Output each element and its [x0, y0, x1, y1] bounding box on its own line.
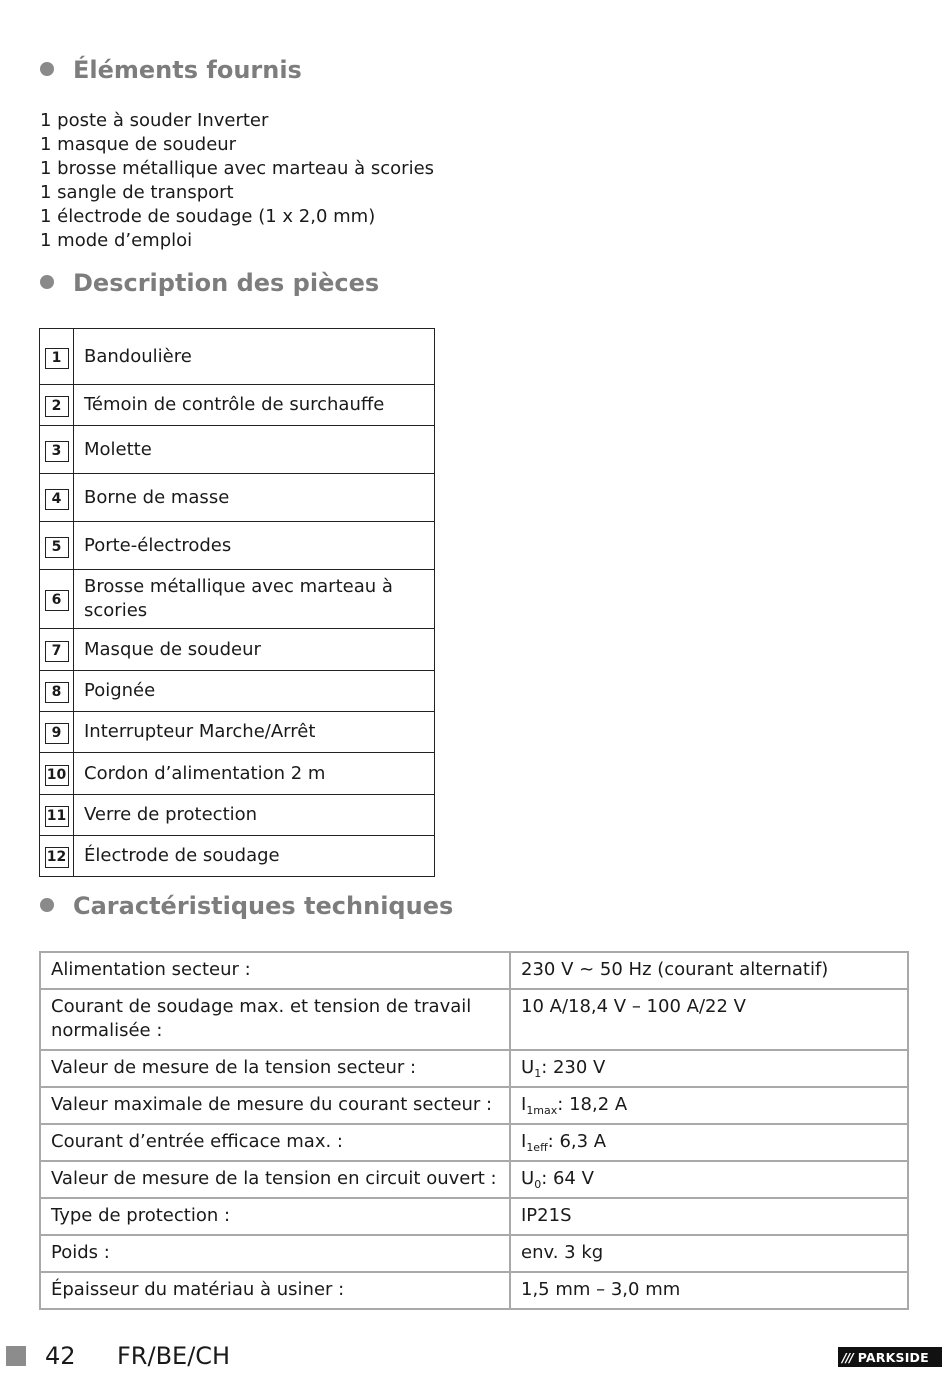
section-heading-parts [40, 268, 379, 298]
table-row [40, 1198, 908, 1235]
spec-value: IP21S [510, 1198, 908, 1235]
spec-value: env. 3 kg [510, 1235, 908, 1272]
spec-value [510, 1050, 908, 1087]
part-number-badge: 10 [45, 765, 69, 786]
footer-marker-square [6, 1346, 26, 1366]
spec-label: Poids : [40, 1235, 510, 1272]
list-item: 1 poste à souder Inverter [40, 110, 269, 131]
spec-label: Type de protection : [40, 1198, 510, 1235]
spec-label: Courant d’entrée efficace max. : [40, 1124, 510, 1161]
section-heading-specs [40, 891, 453, 921]
spec-symbol: U [521, 1168, 535, 1189]
table-row [40, 1124, 908, 1161]
table-row [40, 1235, 908, 1272]
part-number-badge: 12 [45, 847, 69, 868]
part-label: Électrode de soudage [74, 836, 435, 877]
spec-value [510, 1124, 908, 1161]
spec-subscript: 1eff [526, 1141, 548, 1154]
bullet-icon [40, 898, 54, 912]
spec-symbol: I [521, 1094, 527, 1115]
part-label: Témoin de contrôle de surchauffe [74, 385, 435, 426]
spec-value-text: : 230 V [541, 1057, 606, 1078]
part-number-badge: 4 [45, 489, 69, 510]
table-row [40, 426, 435, 474]
spec-value-text: : 6,3 A [547, 1131, 607, 1152]
brand-logo [838, 1347, 942, 1367]
spec-value [510, 1161, 908, 1198]
table-row [40, 671, 435, 712]
part-number-badge: 5 [45, 537, 69, 558]
spec-value-text: : 64 V [541, 1168, 594, 1189]
table-row [40, 474, 435, 522]
part-label: Interrupteur Marche/Arrêt [74, 712, 435, 753]
part-number-badge: 7 [45, 641, 69, 662]
table-row [40, 385, 435, 426]
spec-value: 1,5 mm – 3,0 mm [510, 1272, 908, 1309]
spec-label: Alimentation secteur : [40, 952, 510, 989]
spec-value-text: : 18,2 A [557, 1094, 628, 1115]
table-row [40, 629, 435, 671]
part-number-badge: 3 [45, 441, 69, 462]
spec-label: Valeur de mesure de la tension en circuit ouvert : [40, 1161, 510, 1198]
part-label: Brosse métallique avec marteau à scories [74, 570, 435, 629]
table-row [40, 712, 435, 753]
part-label: Masque de soudeur [74, 629, 435, 671]
part-label: Borne de masse [74, 474, 435, 522]
table-row [40, 836, 435, 877]
supplied-items-list [40, 109, 434, 253]
list-item: 1 sangle de transport [40, 182, 234, 203]
part-number-badge: 6 [45, 590, 69, 611]
part-label: Bandoulière [74, 329, 435, 385]
spec-symbol: U [521, 1057, 535, 1078]
list-item: 1 électrode de soudage (1 x 2,0 mm) [40, 206, 376, 227]
spec-subscript: 1 [534, 1067, 542, 1080]
spec-value [510, 1087, 908, 1124]
part-label: Porte-électrodes [74, 522, 435, 570]
spec-subscript: 0 [534, 1178, 542, 1191]
table-row [40, 329, 435, 385]
table-row [40, 1161, 908, 1198]
part-number-badge: 2 [45, 396, 69, 417]
part-label: Molette [74, 426, 435, 474]
bullet-icon [40, 62, 54, 76]
section-heading-text: Caractéristiques techniques [73, 892, 454, 920]
table-row [40, 1050, 908, 1087]
part-label: Cordon d’alimentation 2 m [74, 753, 435, 795]
part-number-badge: 9 [45, 723, 69, 744]
brand-slashes: /// [842, 1349, 853, 1365]
list-item: 1 mode d’emploi [40, 230, 193, 251]
parts-table [39, 328, 435, 877]
spec-label: Valeur maximale de mesure du courant secteur : [40, 1087, 510, 1124]
specs-table [39, 951, 909, 1310]
table-row [40, 753, 435, 795]
bullet-icon [40, 275, 54, 289]
part-label: Verre de protection [74, 795, 435, 836]
spec-label: Valeur de mesure de la tension secteur : [40, 1050, 510, 1087]
section-heading-supplied [40, 55, 302, 85]
brand-name: PARKSIDE [857, 1349, 929, 1365]
table-row [40, 795, 435, 836]
table-row [40, 522, 435, 570]
list-item: 1 masque de soudeur [40, 134, 237, 155]
table-row [40, 952, 908, 989]
part-number-badge: 1 [45, 348, 69, 369]
part-number-badge: 11 [45, 806, 69, 827]
spec-label: Épaisseur du matériau à usiner : [40, 1272, 510, 1309]
section-heading-text: Description des pièces [73, 269, 380, 297]
table-row [40, 1087, 908, 1124]
spec-label: Courant de soudage max. et tension de travail normalisée : [40, 989, 510, 1050]
part-label: Poignée [74, 671, 435, 712]
table-row [40, 989, 908, 1050]
list-item: 1 brosse métallique avec marteau à scories [40, 158, 435, 179]
table-row [40, 1272, 908, 1309]
page-number: 42 [45, 1342, 76, 1370]
spec-symbol: I [521, 1131, 527, 1152]
region-label: FR/BE/CH [117, 1342, 231, 1370]
spec-subscript: 1max [526, 1104, 558, 1117]
spec-value: 230 V ~ 50 Hz (courant alternatif) [510, 952, 908, 989]
spec-value: 10 A/18,4 V – 100 A/22 V [510, 989, 908, 1050]
part-number-badge: 8 [45, 682, 69, 703]
section-heading-text: Éléments fournis [73, 56, 302, 84]
table-row [40, 570, 435, 629]
